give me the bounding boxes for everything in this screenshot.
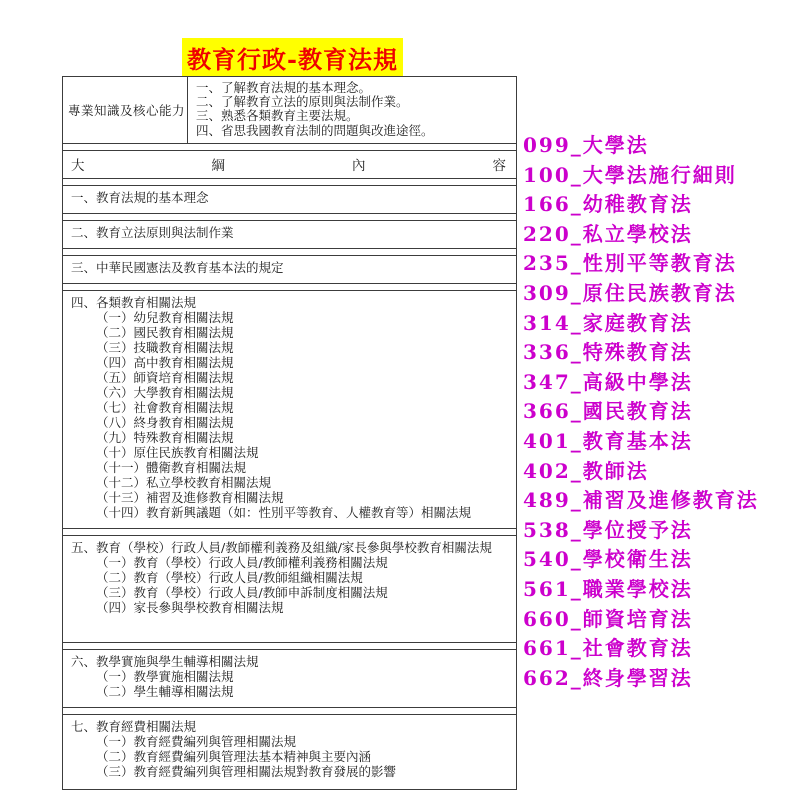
section-subitem: （十三）補習及進修教育相關法規 — [96, 489, 284, 505]
section-subitem: （十一）體衛教育相關法規 — [96, 459, 247, 475]
law-list-item[interactable]: 540_學校衛生法 — [523, 547, 693, 572]
section-subitem: （四）高中教育相關法規 — [96, 354, 234, 370]
section-subitem: （二）學生輔導相關法規 — [96, 683, 234, 699]
page-title: 教育行政-教育法規 — [182, 38, 403, 78]
law-list-item[interactable]: 660_師資培育法 — [523, 606, 693, 631]
law-list-item[interactable]: 561_職業學校法 — [523, 576, 693, 601]
outline-header-char: 綱 — [211, 157, 225, 174]
section-heading: 二、教育立法原則與法制作業 — [71, 224, 234, 240]
section-heading: 六、教學實施與學生輔導相關法規 — [71, 653, 259, 669]
section-heading: 三、中華民國憲法及教育基本法的規定 — [71, 259, 284, 275]
section-heading: 七、教育經費相關法規 — [71, 718, 197, 734]
outline-table — [62, 76, 517, 790]
section-heading: 五、教育（學校）行政人員/教師權利義務及組織/家長參與學校教育相關法規 — [71, 539, 492, 555]
law-list-item[interactable]: 347_高級中學法 — [523, 369, 693, 394]
competency-label: 專業知識及核心能力 — [63, 77, 188, 143]
competency-goals — [188, 77, 516, 143]
section-subitem: （二）教育經費編列與管理法基本精神與主要內涵 — [96, 748, 372, 764]
law-list-item[interactable]: 100_大學法施行細則 — [523, 162, 737, 187]
law-list-item[interactable]: 235_性別平等教育法 — [523, 251, 737, 276]
outline-header-row — [63, 150, 516, 179]
section-subitem: （十四）教育新興議題（如：性別平等教育、人權教育等）相關法規 — [96, 504, 472, 520]
section-subitem: （六）大學教育相關法規 — [96, 384, 234, 400]
outline-header-char: 容 — [492, 157, 506, 174]
outline-header-char: 內 — [352, 157, 366, 174]
law-list — [523, 131, 759, 693]
law-list-item[interactable]: 661_社會教育法 — [523, 636, 693, 661]
competency-goal: 一、了解教育法規的基本理念。 — [196, 80, 372, 95]
outline-section-row — [63, 185, 516, 214]
competency-row — [63, 76, 516, 144]
outline-section-row — [63, 290, 516, 529]
outline-section-row — [63, 714, 516, 790]
section-subitem: （三）教育經費編列與管理相關法規對教育發展的影響 — [96, 763, 397, 779]
section-subitem: （九）特殊教育相關法規 — [96, 429, 234, 445]
law-list-item[interactable]: 099_大學法 — [523, 133, 649, 157]
law-list-item[interactable]: 489_補習及進修教育法 — [523, 488, 759, 513]
outline-section-row — [63, 535, 516, 643]
law-list-item[interactable]: 662_終身學習法 — [523, 665, 693, 690]
section-subitem: （十二）私立學校教育相關法規 — [96, 474, 272, 490]
section-subitem: （一）教育（學校）行政人員/教師權利義務相關法規 — [96, 554, 388, 570]
competency-goal: 四、省思我國教育法制的問題與改進途徑。 — [196, 122, 434, 138]
section-subitem: （一）教育經費編列與管理相關法規 — [96, 733, 297, 749]
section-subitem: （三）技職教育相關法規 — [96, 339, 234, 355]
outline-section-row — [63, 649, 516, 708]
section-heading: 四、各類教育相關法規 — [71, 294, 197, 310]
outline-header-char: 大 — [71, 157, 85, 174]
section-subitem: （十）原住民族教育相關法規 — [96, 444, 259, 460]
law-list-item[interactable]: 309_原住民族教育法 — [523, 280, 737, 305]
section-subitem: （七）社會教育相關法規 — [96, 399, 234, 415]
law-list-item[interactable]: 336_特殊教育法 — [523, 340, 693, 365]
section-subitem: （二）國民教育相關法規 — [96, 324, 234, 340]
law-list-item[interactable]: 366_國民教育法 — [523, 399, 693, 424]
law-list-item[interactable]: 401_教育基本法 — [523, 428, 693, 453]
section-subitem: （一）教學實施相關法規 — [96, 668, 234, 684]
law-list-item[interactable]: 538_學位授予法 — [523, 517, 693, 542]
section-heading: 一、教育法規的基本理念 — [71, 189, 209, 205]
law-list-item[interactable]: 314_家庭教育法 — [523, 310, 693, 335]
law-list-item[interactable]: 220_私立學校法 — [523, 221, 693, 246]
section-subitem: （四）家長參與學校教育相關法規 — [96, 599, 284, 615]
competency-goal: 三、熟悉各類教育主要法規。 — [196, 108, 359, 124]
outline-section-row — [63, 220, 516, 249]
competency-goal: 二、了解教育立法的原則與法制作業。 — [196, 94, 409, 110]
section-subitem: （五）師資培育相關法規 — [96, 369, 234, 385]
section-subitem: （二）教育（學校）行政人員/教師組織相關法規 — [96, 569, 363, 585]
outline-section-row — [63, 255, 516, 284]
law-list-item[interactable]: 166_幼稚教育法 — [523, 192, 693, 217]
section-subitem: （八）終身教育相關法規 — [96, 414, 234, 430]
section-subitem: （三）教育（學校）行政人員/教師申訴制度相關法規 — [96, 584, 388, 600]
section-subitem: （一）幼兒教育相關法規 — [96, 309, 234, 325]
law-list-item[interactable]: 402_教師法 — [523, 458, 649, 483]
